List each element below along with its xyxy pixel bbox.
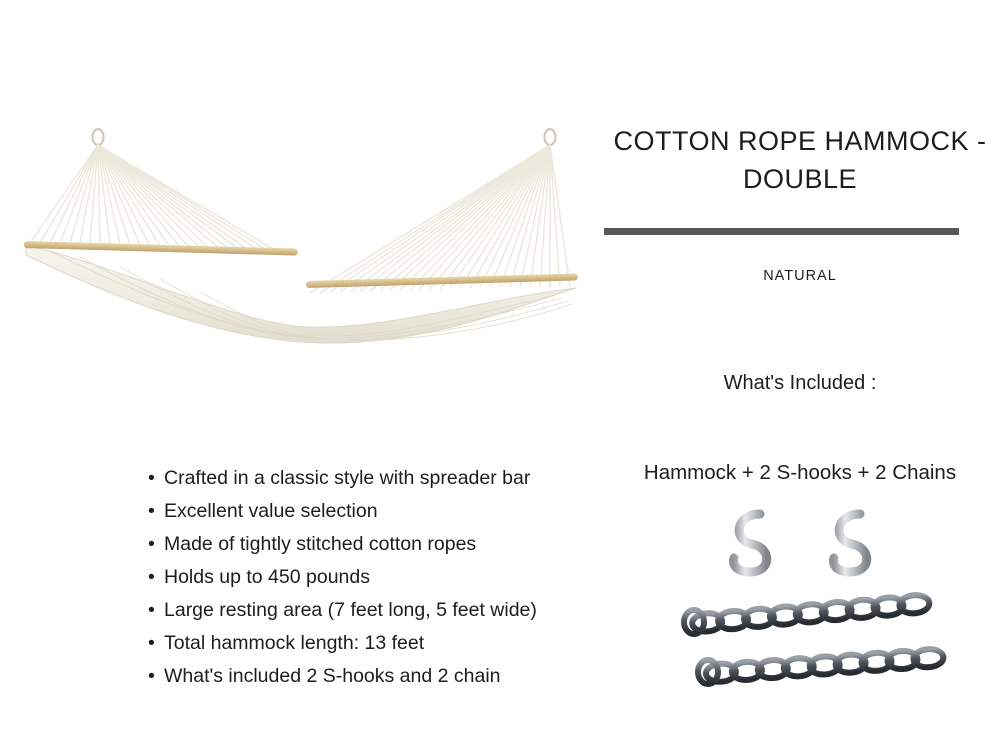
chain-icon: [705, 648, 944, 683]
list-item: • Large resting area (7 feet long, 5 feet wide): [148, 594, 578, 627]
s-hook-icon: [834, 514, 867, 572]
list-item: • What's included 2 S-hooks and 2 chain: [148, 660, 578, 693]
whats-included-value: Hammock + 2 S-hooks + 2 Chains: [643, 461, 957, 484]
list-item: • Crafted in a classic style with spreader bar: [148, 462, 578, 495]
chain-icon: [691, 594, 930, 633]
s-hook-icon: [734, 514, 767, 572]
list-item: • Excellent value selection: [148, 495, 578, 528]
color-label: NATURAL: [763, 268, 837, 284]
title-divider: [604, 228, 959, 235]
page-title: COTTON ROPE HAMMOCK - DOUBLE: [613, 126, 987, 194]
hammock-product-image: [10, 95, 590, 355]
hardware-image: [680, 500, 1000, 730]
list-item: • Made of tightly stitched cotton ropes: [148, 528, 578, 561]
product-detail-panel: [600, 0, 1000, 750]
list-item: • Holds up to 450 pounds: [148, 561, 578, 594]
whats-included-label: What's Included :: [723, 372, 877, 394]
feature-list: [148, 462, 578, 693]
list-item: • Total hammock length: 13 feet: [148, 627, 578, 660]
